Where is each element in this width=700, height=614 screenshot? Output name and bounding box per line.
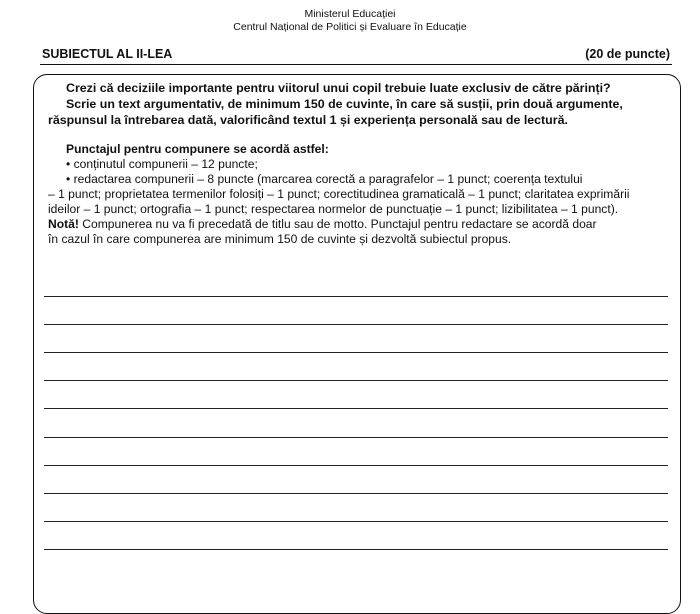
writing-line (44, 437, 668, 438)
writing-line (44, 380, 668, 381)
task-prompt (48, 80, 666, 128)
subject-title: SUBIECTUL AL II-LEA (42, 47, 173, 61)
writing-line (44, 549, 668, 550)
note-label: Notă! (48, 217, 79, 231)
subject-points: (20 de puncte) (585, 47, 670, 61)
writing-line (44, 408, 668, 409)
writing-line (44, 296, 668, 297)
scoring-section (48, 142, 668, 247)
ministry-name: Ministerul Educației (304, 8, 396, 20)
writing-line (44, 493, 668, 494)
writing-line (44, 352, 668, 353)
task-line-2: Scrie un text argumentativ, de minimum 150 de cuvinte, în care să susții, prin două argumente, (66, 97, 623, 111)
scoring-item-writing: • redactarea compunerii – 8 puncte (marcarea corectă a paragrafelor – 1 punct; coerența textului (66, 172, 583, 186)
scoring-item-content: • conținutul compunerii – 12 puncte; (66, 157, 258, 171)
scoring-item-writing-cont-2: ideilor – 1 punct; ortografia – 1 punct; respectarea normelor de punctuație – 1 punct; lizibilitatea – 1 punct). (48, 202, 619, 216)
note-line-1 (48, 217, 668, 232)
task-line-3: răspunsul la întrebarea dată, valorificând textul 1 și experiența personală sau de lectură. (48, 113, 568, 127)
scoring-heading (48, 142, 668, 157)
scoring-heading-text: Punctajul pentru compunere se acordă astfel (66, 142, 325, 156)
writing-line (44, 521, 668, 522)
note-text-1: Compunerea nu va fi precedată de titlu sau de motto. Punctajul pentru redactare se acordă doar (78, 217, 597, 231)
scoring-item-writing-cont-1: – 1 punct; proprietatea termenilor folosiți – 1 punct; corectitudinea gramaticală – 1 punct; claritatea exprimării (48, 187, 630, 201)
subject-divider (40, 64, 672, 65)
subject-heading (42, 47, 670, 63)
task-line-1: Crezi că deciziile importante pentru viitorul unui copil trebuie luate exclusiv de către părinți? (66, 81, 611, 95)
scoring-heading-colon: : (324, 142, 329, 156)
note-line-2: în cazul în care compunerea are minimum 150 de cuvinte și dezvoltă subiectul propus. (48, 232, 512, 246)
writing-line (44, 324, 668, 325)
center-name: Centrul Național de Politici și Evaluare în Educație (233, 21, 467, 33)
writing-line (44, 465, 668, 466)
